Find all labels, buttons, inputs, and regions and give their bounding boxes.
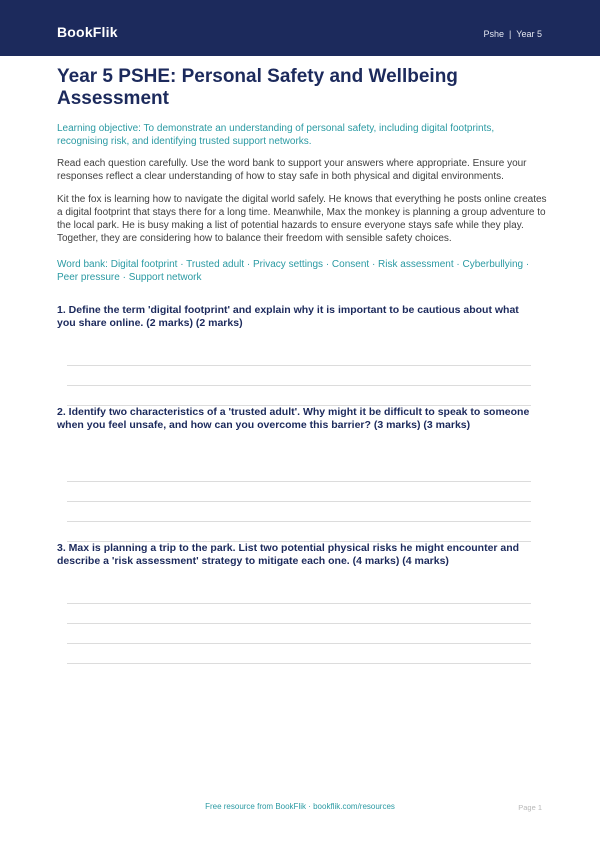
page-header	[0, 0, 600, 56]
page-number: Page 1	[518, 803, 542, 812]
learning-objective: Learning objective: To demonstrate an understanding of personal safety, including digital footprints, recognising risk, and identifying trusted support networks.	[57, 123, 495, 147]
answer-line[interactable]	[67, 385, 531, 386]
question-3: 3. Max is planning a trip to the park. List two potential physical risks he might encounter and describe a 'risk assessment' strategy to mitigate each one. (4 marks) (4 marks)	[57, 542, 520, 567]
footer-link[interactable]: Free resource from BookFlik · bookflik.com/resources	[205, 802, 395, 811]
breadcrumb-year: Year 5	[516, 29, 542, 39]
answer-line[interactable]	[67, 501, 531, 502]
breadcrumb	[483, 28, 542, 40]
answer-line[interactable]	[67, 365, 531, 366]
answer-line[interactable]	[67, 481, 531, 482]
question-2: 2. Identify two characteristics of a 'trusted adult'. Why might it be difficult to speak to someone when you feel unsafe, and how can you overcome this barrier? (3 marks) (3 marks)	[57, 406, 530, 431]
breadcrumb-subject: Pshe	[483, 29, 504, 39]
page-title: Year 5 PSHE: Personal Safety and Wellbeing Assessment	[57, 66, 458, 109]
answer-line[interactable]	[67, 521, 531, 522]
answer-line[interactable]	[67, 663, 531, 664]
breadcrumb-separator: |	[508, 29, 512, 39]
answer-line[interactable]	[67, 603, 531, 604]
instructions-paragraph: Read each question carefully. Use the word bank to support your answers where appropriate. Ensure your responses reflect a clear understanding of how to stay safe in both physical and digital environments.	[57, 158, 527, 182]
answer-line[interactable]	[67, 623, 531, 624]
brand-logo-text[interactable]: BookFlik	[57, 24, 118, 40]
word-bank: Word bank: Digital footprint · Trusted adult · Privacy settings · Consent · Risk assessment · Cyberbullying · Peer pressure · Support network	[57, 259, 530, 283]
answer-line[interactable]	[67, 643, 531, 644]
question-1: 1. Define the term 'digital footprint' and explain why it is important to be cautious about what you share online. (2 marks) (2 marks)	[57, 304, 519, 329]
story-paragraph: Kit the fox is learning how to navigate the digital world safely. He knows that everything he posts online creates a digital footprint that stays there for a long time. Meanwhile, Max the monkey is planning a group adventure to the local park. He is busy making a list of potential hazards to ensure everyone stays safe while they play. Together, they are considering how to balance their freedom with sensible safety choices.	[57, 194, 547, 244]
